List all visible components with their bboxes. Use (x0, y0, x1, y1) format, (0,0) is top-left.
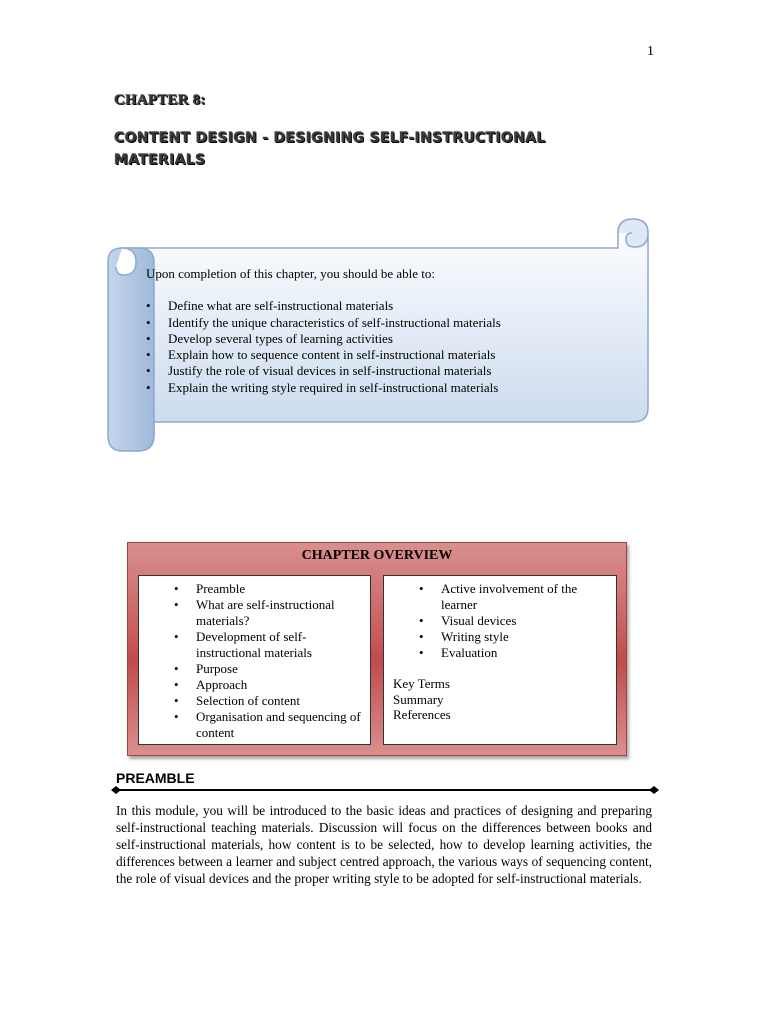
list-item: • Define what are self-instructional materials (146, 298, 626, 314)
preamble-paragraph: In this module, you will be introduced to the basic ideas and practices of designing and preparing self-instructional teaching materials. Discussion will focus on the differences between books and self-instructional materials, how content is to be selected, how to develop learning activities, the differences between a learner and subject centred approach, the various ways of sequencing content, the role of visual devices and the proper writing style to be adopted for self-instructional materials. (116, 803, 652, 886)
objectives-block (146, 266, 626, 396)
list-item: • Writing style (419, 629, 609, 645)
overview-title: CHAPTER OVERVIEW (301, 548, 453, 563)
chapter-label: CHAPTER 8: (114, 92, 206, 108)
list-item: • Preamble (174, 581, 364, 597)
list-item: • Identify the unique characteristics of self-instructional materials (146, 315, 626, 331)
overview-extra-list (393, 676, 451, 723)
list-item: • Justify the role of visual devices in self-instructional materials (146, 363, 626, 379)
preamble-heading: PREAMBLE (116, 770, 195, 786)
overview-key-terms: Key Terms (393, 676, 450, 691)
list-item: • Explain how to sequence content in self-instructional materials (146, 347, 626, 363)
overview-references: References (393, 707, 451, 722)
overview-left-list (174, 581, 364, 741)
overview-right-list (419, 581, 609, 661)
list-item: • Evaluation (419, 645, 609, 661)
list-item: • What are self-instructional materials? (174, 597, 364, 629)
list-item: • Active involvement of the learner (419, 581, 609, 613)
list-item: • Visual devices (419, 613, 609, 629)
overview-summary: Summary (393, 691, 444, 707)
list-item: • Approach (174, 677, 364, 693)
objectives-list (146, 298, 626, 396)
list-item: • Purpose (174, 661, 364, 677)
list-item: • Develop several types of learning activities (146, 331, 626, 347)
section-divider (110, 784, 660, 796)
list-item: • Explain the writing style required in self-instructional materials (146, 380, 626, 396)
chapter-overview-box (127, 542, 627, 756)
list-item: • Development of self-instructional materials (174, 629, 364, 661)
objectives-intro: Upon completion of this chapter, you should be able to: (146, 266, 436, 281)
chapter-title: CONTENT DESIGN - DESIGNING SELF-INSTRUCTIONAL MATERIALS (114, 130, 546, 168)
page-number: 1 (647, 44, 654, 59)
overview-left-column (138, 575, 371, 745)
list-item: • Organisation and sequencing of content (174, 709, 364, 741)
overview-right-column (383, 575, 617, 745)
list-item: • Selection of content (174, 693, 364, 709)
